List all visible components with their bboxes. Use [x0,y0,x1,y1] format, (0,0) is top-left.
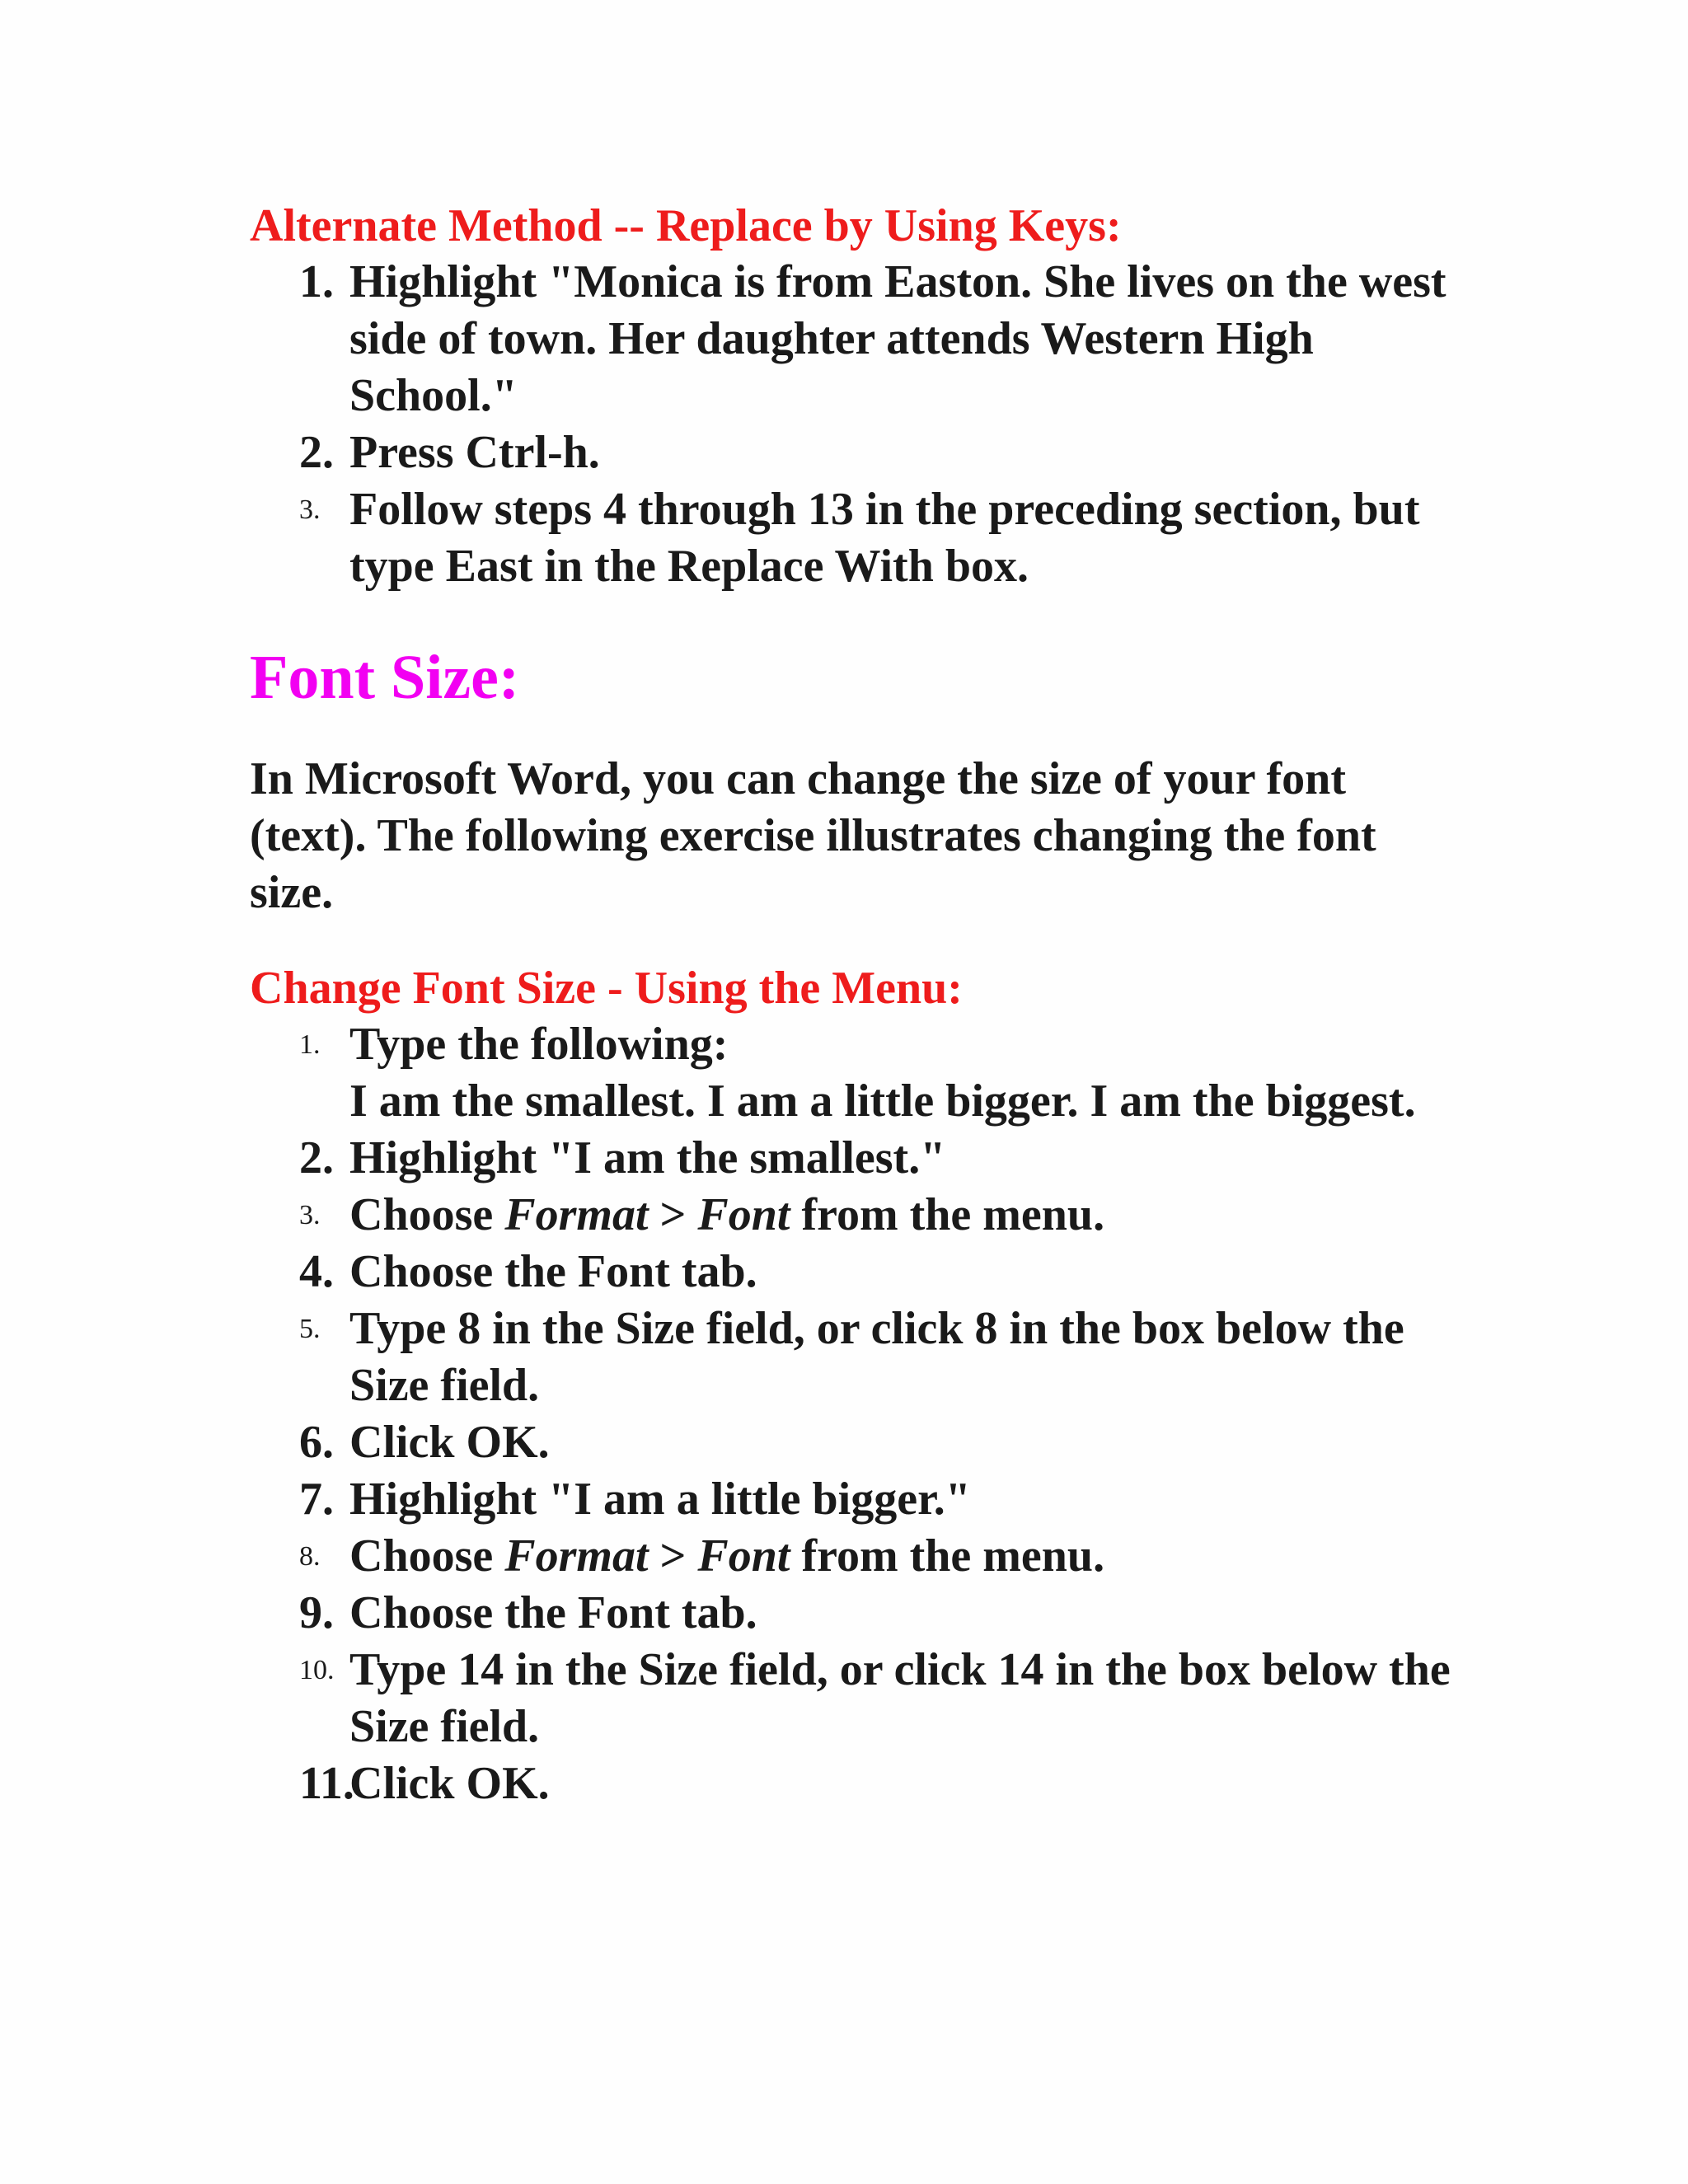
list-item [250,1301,1453,1414]
menu-name-format: Format [504,1189,649,1240]
step-text: Choose the Font tab. [349,1246,757,1297]
menu-name-font: Font [697,1189,790,1240]
step-text-pre: Choose [349,1530,505,1582]
menu-name-font: Font [697,1530,790,1582]
step-text-pre: Choose [349,1189,505,1240]
step-number: 3. [299,494,321,525]
list-item [250,1755,1453,1812]
step-number: 1. [299,256,334,307]
step-text: Highlight "I am a little bigger." [349,1474,971,1525]
step-number: 11. [299,1758,354,1809]
step-text: Type 8 in the Size field, or click 8 in the box below the Size field. [349,1303,1404,1411]
list-item [250,1016,1453,1130]
step-number: 3. [299,1200,321,1230]
list-item [250,1528,1453,1585]
step-text: Type the following: [349,1019,729,1070]
list-item [250,424,1453,481]
step-text: Highlight "Monica is from Easton. She lives on the west side of town. Her daughter attends Western High School." [349,256,1447,421]
step-text: Click OK. [349,1417,550,1468]
menu-separator: > [648,1530,698,1582]
list-item [250,1187,1453,1244]
step-text: Choose the Font tab. [349,1587,757,1638]
step-number: 5. [299,1314,321,1344]
list-item [250,1130,1453,1187]
step-number: 1. [299,1029,321,1060]
step-sample-text: I am the smallest. I am a little bigger. I am the biggest. [349,1076,1416,1127]
alternate-method-heading: Alternate Method -- Replace by Using Keys: [250,200,1122,251]
list-item [250,481,1453,595]
step-text: Click OK. [349,1758,550,1809]
step-number: 4. [299,1246,334,1297]
list-item [250,1414,1453,1471]
step-number: 9. [299,1587,334,1638]
step-text-post: from the menu. [790,1530,1105,1582]
step-text-post: from the menu. [790,1189,1105,1240]
change-font-size-heading: Change Font Size - Using the Menu: [250,963,963,1014]
step-text: Press Ctrl-h. [349,427,600,478]
font-size-intro: In Microsoft Word, you can change the size of your font (text). The following exercise illustrates changing the font size. [250,753,1376,918]
step-text: Follow steps 4 through 13 in the preceding section, but type East in the Replace With box. [349,484,1420,592]
step-text: Highlight "I am the smallest." [349,1132,946,1183]
menu-separator: > [648,1189,698,1240]
step-number: 2. [299,1132,334,1183]
step-text: Type 14 in the Size field, or click 14 in the box below the Size field. [349,1644,1451,1752]
change-font-steps-list [250,1016,1453,1812]
list-item [250,1585,1453,1642]
font-size-heading: Font Size: [250,643,520,712]
step-number: 10. [299,1655,335,1685]
alternate-steps-list [250,254,1453,595]
step-number: 7. [299,1474,334,1525]
step-number: 8. [299,1541,321,1572]
list-item [250,254,1453,424]
list-item [250,1642,1453,1755]
list-item [250,1471,1453,1528]
step-number: 6. [299,1417,334,1468]
step-number: 2. [299,427,334,478]
menu-name-format: Format [504,1530,649,1582]
document-content [250,198,1453,1812]
list-item [250,1244,1453,1301]
